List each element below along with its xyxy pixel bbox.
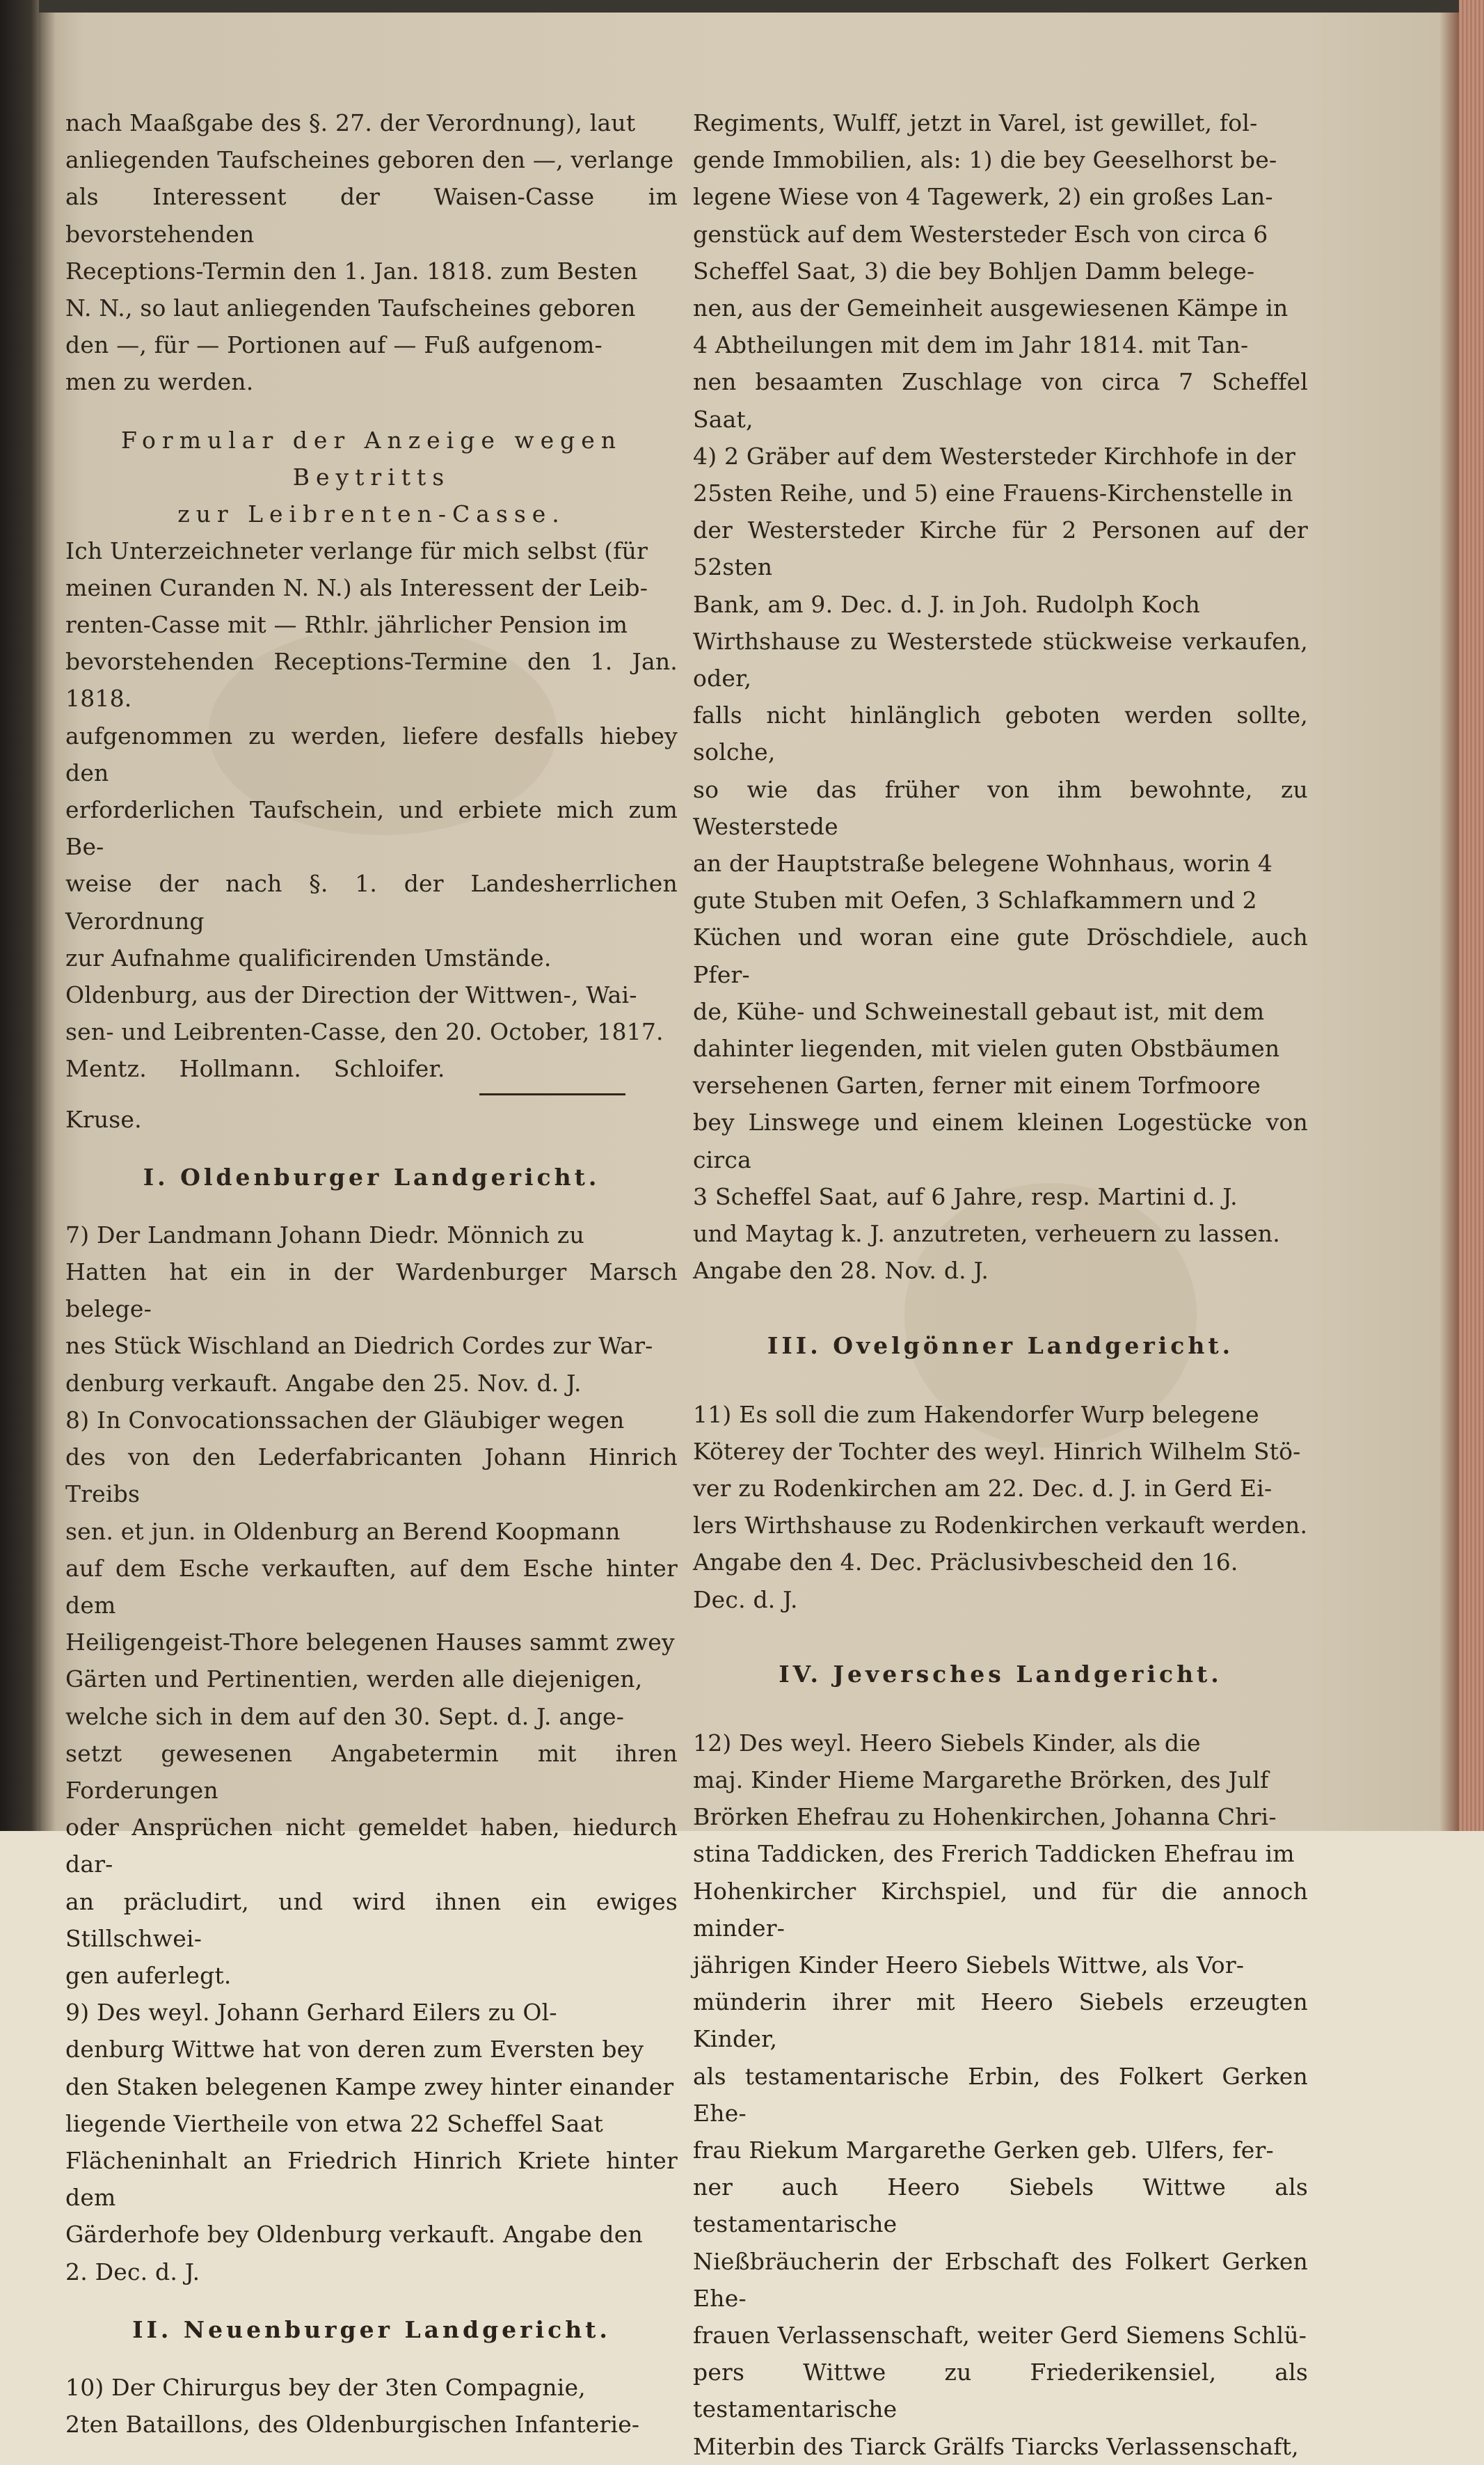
- book-gutter: [0, 0, 39, 1831]
- notice-item-12: 12) Des weyl. Heero Siebels Kinder, als die maj. Kinder Hieme Margarethe Brörken, des Julf Brörken Ehefrau zu Hohenkirchen, Johanna Chri- stina Taddicken, des Frerich Taddicken Ehefrau im Hohenkircher Kirchspiel, und für die annoch minder- jährigen Kinder Heero Siebels Wittwe, als Vor- münderin ihrer mit Heero Siebels erzeugten Kinder, als testamentarische Erbin, des Folkert Gerken Ehe- frau Riekum Margarethe Gerken geb. Ulfers, fer- ner auch Heero Siebels Wittwe als testamentarische Nießbräucherin der Erbschaft des Folkert Gerken Ehe- frauen Verlassenschaft, weiter Gerd Siemens Schlü- pers Wittwe zu Friederikensiel, als testamentarische Miterbin des Tiarck Grälfs Tiarcks Verlassenschaft,: [693, 1729, 1308, 2460]
- dateline: Oldenburg, aus der Direction der Wittwen-, Wai- sen- und Leibrenten-Casse, den 20. October, 1817.: [65, 981, 664, 1046]
- paragraph-continuation: nach Maaßgabe des §. 27. der Verordnung), laut anliegenden Taufscheines geboren den —, verlange als Interessent der Waisen-Casse im bevorstehenden Receptions-Termin den 1. Jan. 1818. zum Besten N. N., so laut anliegenden Taufscheines geboren den —, für — Portionen auf — Fuß aufgenom- men zu werden.: [65, 109, 678, 396]
- section-heading-neuenburger: II. Neuenburger Landgericht.: [132, 2315, 611, 2343]
- left-column: [65, 104, 678, 2443]
- notice-item-10-start: 10) Der Chirurgus bey der 3ten Compagnie, 2ten Bataillons, des Oldenburgischen Infanterie-: [65, 2373, 640, 2438]
- signature-rule: [479, 1093, 625, 1095]
- scan-top-border: [0, 0, 1484, 13]
- section-heading-jeversches: IV. Jeversches Landgericht.: [779, 1660, 1222, 1688]
- notice-item-9: 9) Des weyl. Johann Gerhard Eilers zu Ol- denburg Wittwe hat von deren zum Eversten bey den Staken belegenen Kampe zwey hinter einander liegende Viertheile von etwa 22 Scheffel Saat Flächeninhalt an Friedrich Hinrich Kriete hinter dem Gärderhofe bey Oldenburg verkauft. Angabe den 2. Dec. d. J.: [65, 1999, 678, 2285]
- formular-heading: Formular der Anzeige wegen Beytritts zur Leibrenten-Casse.: [120, 426, 623, 528]
- formular-text: Ich Unterzeichneter verlange für mich selbst (für meinen Curanden N. N.) als Interessent der Leib- renten-Casse mit — Rthlr. jährlicher Pension im bevorstehenden Receptions-Termine den 1. Jan. 1818. aufgenommen zu werden, liefere desfalls hiebey den erforderlichen Taufschein, und erbiete mich zum Be- weise der nach §. 1. der Landesherrlichen Verordnung zur Aufnahme qualificirenden Umstände.: [65, 537, 678, 972]
- signature-kruse: Kruse.: [65, 1105, 142, 1133]
- notice-item-8: 8) In Convocationssachen der Gläubiger wegen des von den Lederfabricanten Johann Hinrich Treibs sen. et jun. in Oldenburg an Berend Koopmann auf dem Esche verkauften, auf dem Esche hinter dem Heiligengeist-Thore belegenen Hauses sammt zwey Gärten und Pertinentien, werden alle diejenigen, welche sich in dem auf den 30. Sept. d. J. ange- setzt gewesenen Angabetermin mit ihren Forderungen oder Ansprüchen nicht gemeldet haben, hiedurch dar- an präcludirt, und wird ihnen ein ewiges Stillschwei- gen auferlegt.: [65, 1406, 678, 1989]
- signatures: Mentz. Hollmann. Schloifer.: [65, 1055, 445, 1083]
- notice-item-11: 11) Es soll die zum Hakendorfer Wurp belegene Köterey der Tochter des weyl. Hinrich Wilhelm Stö- ver zu Rodenkirchen am 22. Dec. d. J. in Gerd Ei- lers Wirthshause zu Rodenkirchen verkauft werden. Angabe den 4. Dec. Präclusivbescheid den 16. Dec. d. J.: [693, 1400, 1308, 1613]
- notice-item-7: 7) Der Landmann Johann Diedr. Mönnich zu Hatten hat ein in der Wardenburger Marsch belege- nes Stück Wischland an Diedrich Cordes zur War- denburg verkauft. Angabe den 25. Nov. d. J.: [65, 1221, 678, 1397]
- right-column: [693, 104, 1308, 2465]
- notice-item-10-continued: Regiments, Wulff, jetzt in Varel, ist gewillet, fol- gende Immobilien, als: 1) die bey Geeselhorst be- legene Wiese von 4 Tagewerk, 2) ein großes Lan- genstück auf dem Westersteder Esch von circa 6 Scheffel Saat, 3) die bey Bohljen Damm belege- nen, aus der Gemeinheit ausgewiesenen Kämpe in 4 Abtheilungen mit dem im Jahr 1814. mit Tan- nen besaamten Zuschlage von circa 7 Scheffel Saat, 4) 2 Gräber auf dem Westersteder Kirchhofe in der 25sten Reihe, und 5) eine Frauens-Kirchenstelle in der Westersteder Kirche für 2 Personen auf der 52sten Bank, am 9. Dec. d. J. in Joh. Rudolph Koch Wirthshause zu Westerstede stückweise verkaufen, oder, falls nicht hinlänglich geboten werden sollte, solche, so wie das früher von ihm bewohnte, zu Westerstede an der Hauptstraße belegene Wohnhaus, worin 4 gute Stuben mit Oefen, 3 Schlafkammern und 2 Küchen und woran eine gute Dröschdiele, auch Pfer- de, Kühe- und Schweinestall gebaut ist, mit dem dahinter liegenden, mit vielen guten Obstbäumen versehenen Garten, ferner mit einem Torfmoore bey Linswege und einem kleinen Logestücke von circa 3 Scheffel Saat, auf 6 Jahre, resp. Martini d. J. und Maytag k. J. anzutreten, verheuern zu lassen. Angabe den 28. Nov. d. J.: [693, 109, 1308, 1285]
- page-edges: [1459, 0, 1484, 1831]
- section-heading-oldenburger: I. Oldenburger Landgericht.: [143, 1163, 600, 1191]
- section-heading-ovelgoenner: III. Ovelgönner Landgericht.: [767, 1331, 1234, 1359]
